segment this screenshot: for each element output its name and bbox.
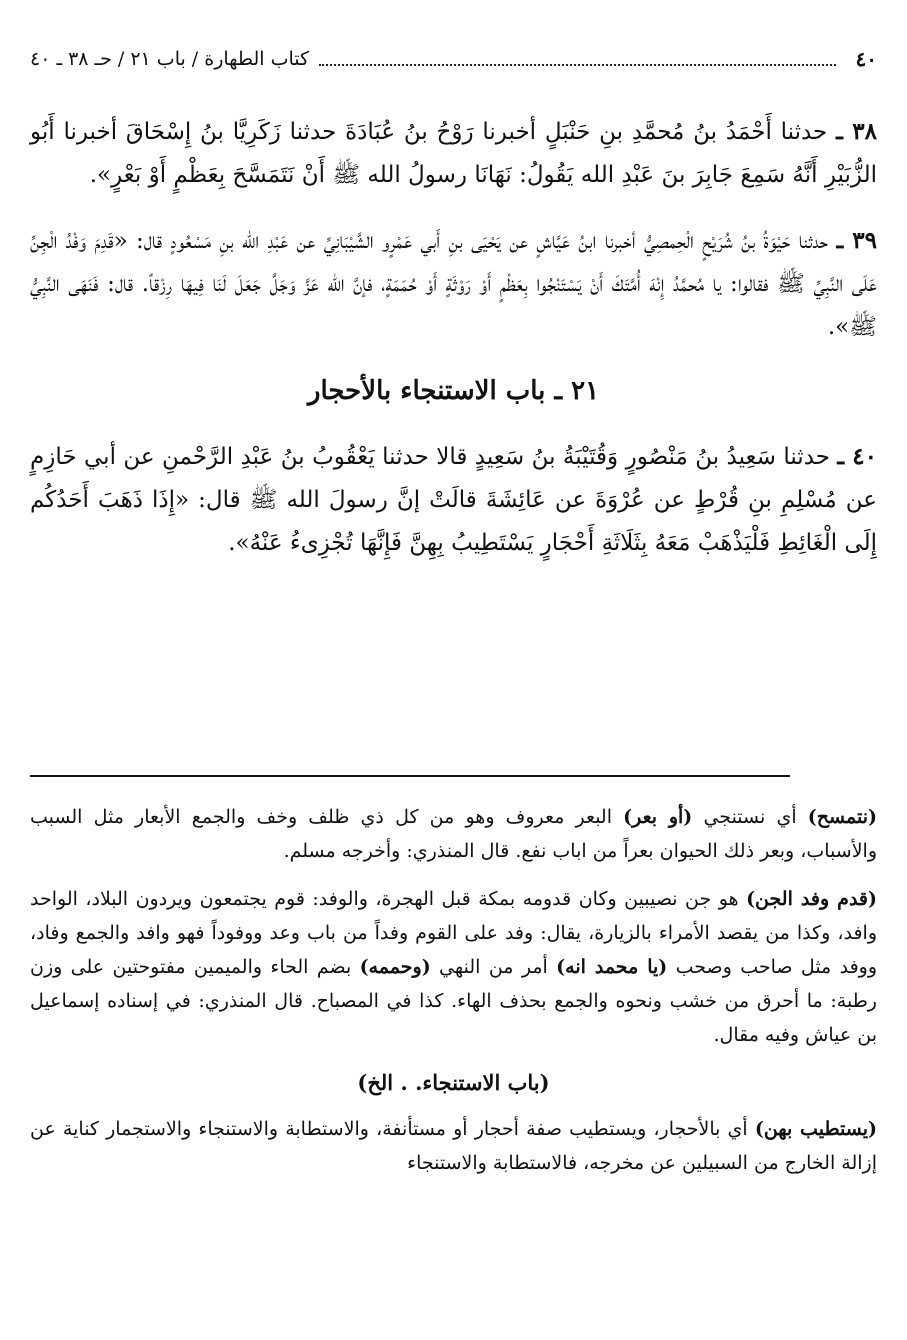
header-dot-leader bbox=[319, 52, 835, 66]
footnote-keyword: (وحممه) bbox=[359, 956, 431, 978]
footnote-text: هو جن نصيبين وكان قدومه بمكة قبل الهجرة، والوفد: قوم يجتمعون ويردون البلاد، الواحد وافد، وكذا من يقصد الأمراء بالزيارة، يقال: وفد على القوم وفداً من باب وعد ووفوداً فهو وافد والجمع وفاد، ووفد مثل صاحب وصحب bbox=[30, 888, 878, 978]
footnote-divider bbox=[30, 775, 790, 777]
page-number: ٤٠ bbox=[855, 47, 877, 71]
footnote-keyword: (أو بعر) bbox=[623, 806, 693, 828]
footnote-keyword: (يستطيب بهن) bbox=[754, 1118, 877, 1140]
footnote-text: أي نستنجي bbox=[692, 806, 808, 828]
footnote-text: أمر من النهي bbox=[430, 956, 557, 978]
hadith-number: ٣٨ ـ bbox=[836, 118, 878, 145]
hadith-38 bbox=[30, 110, 877, 197]
footnote-1 bbox=[30, 800, 877, 868]
footnote-text: أي بالأحجار، ويستطيب صفة أحجار أو مستأنفة، والاستطابة والاستنجاء والاستجمار كناية عن إزالة الخارج من السبيلين عن مخرجه، فالاستطابة والاستنجاء bbox=[30, 1118, 877, 1174]
book-page bbox=[30, 0, 877, 1340]
footnote-text: البعر معروف وهو من كل ذي ظلف وخف والجمع الأبعار مثل السبب والأسباب، وبعر ذلك الحيوان بعراً من اباب نفع. قال المنذري: وأخرجه مسلم. bbox=[30, 806, 877, 862]
footnote-3 bbox=[30, 1112, 877, 1180]
hadith-39 bbox=[30, 219, 877, 349]
footnote-keyword: (نتمسح) bbox=[807, 806, 877, 828]
footnote-2 bbox=[30, 882, 877, 1052]
footnotes bbox=[30, 800, 877, 1194]
running-title: كتاب الطهارة / باب ٢١ / حـ ٣٨ ـ ٤٠ bbox=[30, 48, 310, 70]
main-text bbox=[30, 110, 877, 587]
hadith-text: حدثنا سَعِيدُ بنُ مَنْصُورٍ وَقُتَيْبَةُ بنُ سَعِيدٍ قالا حدثنا يَعْقُوبُ بنُ عَبْدِ الرَّحْمنِ عن أبي حَازِمٍ عن مُسْلِمِ بنِ قُرْطٍ عن عُرْوَةَ عن عَائِشَةَ قالَتْ إنَّ رسولَ الله ﷺ قال: «إِذَا ذَهَبَ أَحَدُكُم إِلَى الْغَائِطِ فَلْيَذْهَبْ مَعَهُ بِثَلَاثَةِ أَحْجَارٍ يَسْتَطِيبُ بِهِنَّ فَإِنَّهَا تُجْزِىءُ عَنْهُ». bbox=[30, 444, 877, 556]
footnote-keyword: (قدم وفد الجن) bbox=[746, 888, 877, 910]
hadith-text: حدثنا أَحْمَدُ بنُ مُحمَّدِ بنِ حَنْبَلٍ أخبرنا رَوْحُ بنُ عُبَادَةَ حدثنا زَكَرِيَّا بنُ إِسْحَاقَ أخبرنا أَبُو الزُّبَيْرِ أَنَّهُ سَمِعَ جَابِرَ بنَ عَبْدِ الله يَقُولُ: نَهَانَا رسولُ الله ﷺ أَنْ نَتَمَسَّحَ بِعَظْمٍ أَوْ بَعْرٍ». bbox=[30, 119, 877, 188]
hadith-text: حدثنا حَيْوَةُ بنُ شُرَيْحٍ الْحِمصِيُّ أخبرنا ابنُ عَيَّاشٍ عن يَحْيَى بنِ أَبي عَمْرٍو الشَّيْبَانِيِّ عن عَبْدِ الله بنِ مَسْعُودٍ قال: «قَدِمَ وَفْدُ الْجِنِّ عَلَى النَّبِيِّ ﷺ فقالوا: يا مُحمَّدُ إِنْهَ أُمَّتَكَ أَنْ يَسْتَنْجُوا بِعَظْمٍ أَوْ رَوْثَةٍ أَوْ حُمَمَةٍ، فإنَّ الله عَزَّ وَجَلَّ جَعَلَ لَنَا فِيهَا رِزْقاً. قال: فَنَهَى النَّبِيُّ ﷺ». bbox=[30, 228, 877, 340]
chapter-title: ٢١ ـ باب الاستنجاء بالأحجار bbox=[307, 376, 600, 406]
footnote-heading: (باب الاستنجاء. . الخ) bbox=[357, 1070, 550, 1095]
hadith-number: ٣٩ ـ bbox=[836, 227, 878, 254]
hadith-40 bbox=[30, 435, 877, 565]
running-header bbox=[30, 44, 877, 74]
footnote-keyword: (يا محمد انه) bbox=[556, 956, 668, 978]
hadith-number: ٤٠ ـ bbox=[837, 443, 877, 470]
footnote-text: بضم الحاء والميمين مفتوحتين على وزن رطبة: ما أحرق من خشب ونحوه والجمع بحذف الهاء. كذا في المصباح. قال المنذري: في إسناده إسماعيل بن عياش وفيه مقال. bbox=[30, 956, 877, 1046]
